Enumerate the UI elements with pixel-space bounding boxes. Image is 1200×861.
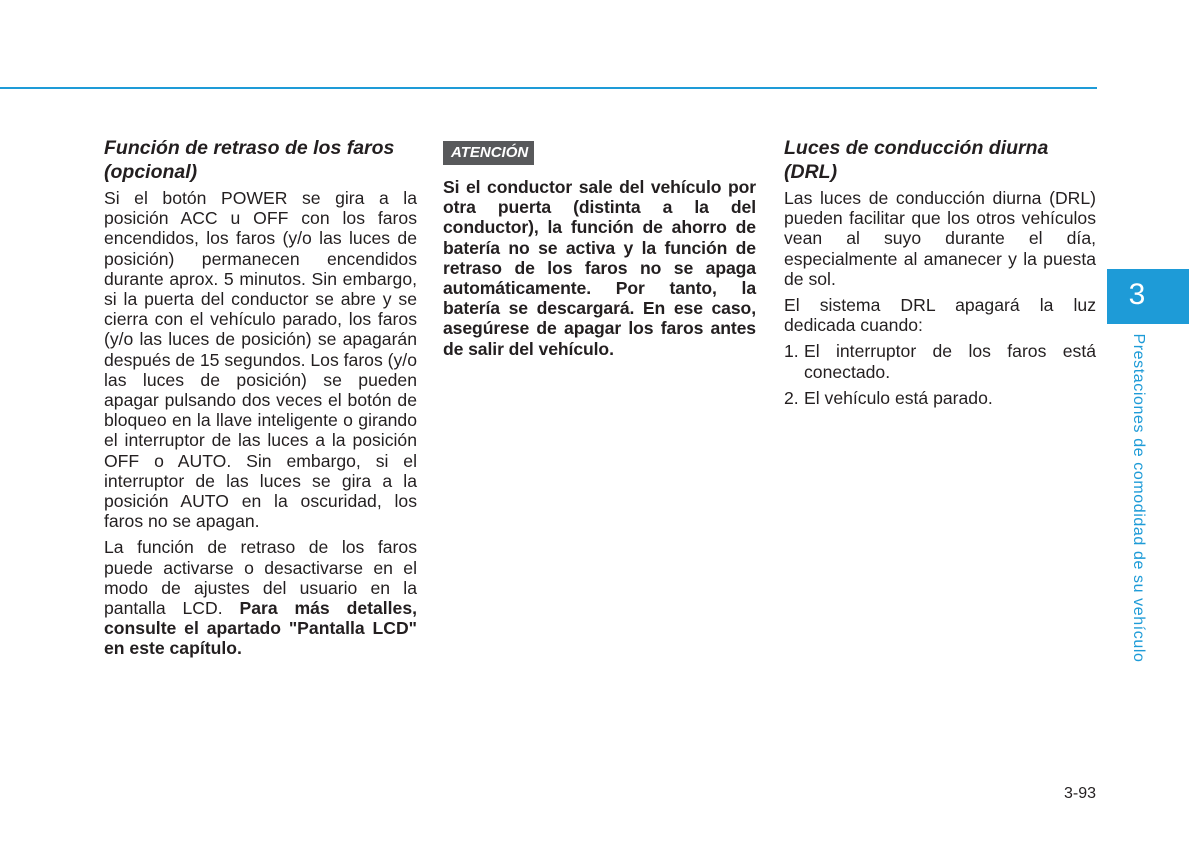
paragraph-headlight-delay-1: Si el botón POWER se gira a la posición ACC u OFF con los faros encendidos, los faros (y/o las luces de posición) permanecen encendidos durante aprox. 5 minutos. Sin embargo, si la puerta del conductor se abre y se cierra con el vehículo parado, los faros (y/o las luces de posición) se apagarán después de 15 segundos. Los faros (y/o las luces de posición) se pueden apagar pulsando dos veces el botón de bloqueo en la llave inteligente o girando el interruptor de las luces a la posición OFF o AUTO. Sin embargo, si el interruptor de las luces se gira a la posición AUTO en la oscuridad, los faros no se apagan.: [104, 188, 417, 532]
chapter-tab: [1107, 269, 1189, 324]
left-column: [104, 136, 417, 665]
paragraph-headlight-delay-2: [104, 537, 417, 658]
list-item-text: El interruptor de los faros está conectado.: [804, 341, 1096, 382]
list-item: [784, 388, 1096, 408]
section-heading-headlight-delay: Función de retraso de los faros (opcional): [104, 137, 395, 183]
page-number: 3-93: [1063, 785, 1096, 802]
header-rule: [0, 87, 1097, 89]
list-item: [784, 341, 1096, 381]
middle-column: [443, 136, 756, 359]
paragraph-drl-2: El sistema DRL apagará la luz dedicada cuando:: [784, 295, 1096, 336]
paragraph-drl-1: Las luces de conducción diurna (DRL) pueden facilitar que los otros vehículos vean al suyo durante el día, especialmente al amanecer y la puesta de sol.: [784, 188, 1096, 289]
paragraph-plain-text: La función de retraso de los faros puede activarse o desactivarse en el modo de ajustes del usuario en la pantalla LCD.: [104, 537, 417, 619]
list-item-text: El vehículo está parado.: [804, 387, 993, 408]
list-item-number: 1.: [784, 341, 799, 362]
section-heading-drl: Luces de conducción diurna (DRL): [784, 137, 1049, 183]
attention-text: Si el conductor sale del vehículo por otra puerta (distinta a la del conductor), la función de ahorro de batería no se activa y la función de retraso de los faros no se apaga automáticamente. Por tanto, la batería se descargará. En ese caso, asegúrese de apagar los faros antes de salir del vehículo.: [443, 177, 756, 359]
drl-conditions-list: [784, 341, 1096, 408]
chapter-number: 3: [1128, 278, 1146, 311]
chapter-title-vertical: Prestaciones de comodidad de su vehículo: [1130, 333, 1147, 663]
paragraph-bold-reference: Para más detalles, consulte el apartado "Pantalla LCD" en este capítulo.: [104, 598, 417, 659]
list-item-number: 2.: [784, 387, 799, 408]
right-column: [784, 136, 1096, 414]
attention-badge: ATENCIÓN: [443, 141, 534, 165]
